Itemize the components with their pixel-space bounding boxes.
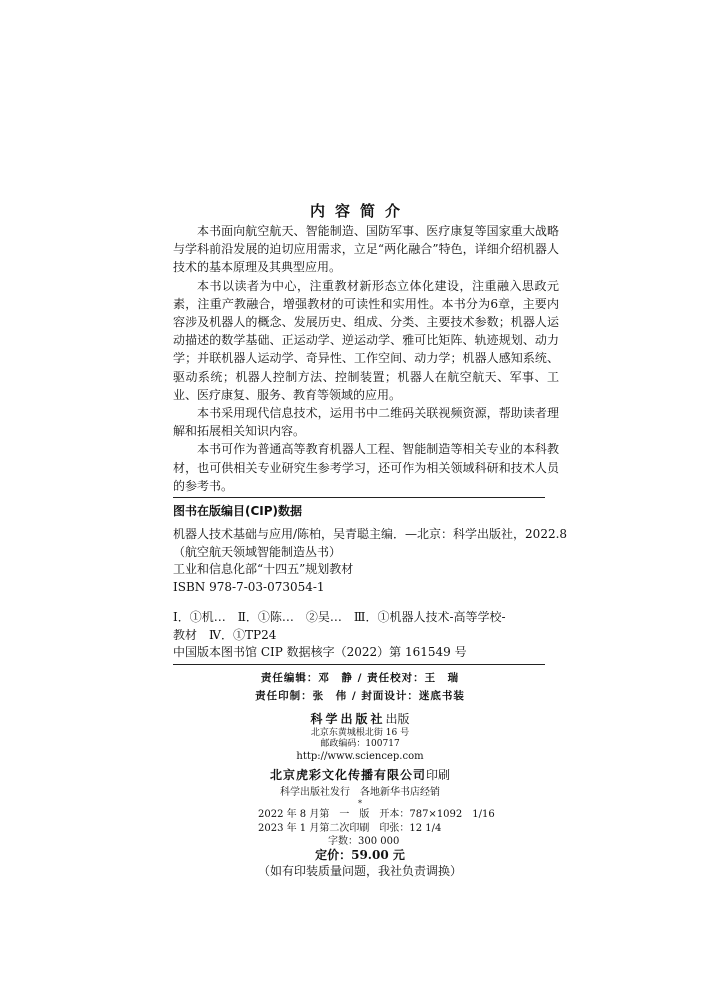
cip-header: 图书在版编目(CIP)数据 xyxy=(173,504,303,518)
publisher-suffix: 出版 xyxy=(385,712,410,726)
summary-paragraph: 本书可作为普通高等教育机器人工程、智能制造等相关专业的本科教材，也可供相关专业研究生参考学习，还可作为相关领域科研和技术人员的参考书。 xyxy=(173,442,559,493)
publisher-url: http://www.sciencep.com xyxy=(296,751,424,762)
cip-data-block xyxy=(173,526,568,644)
publisher-postcode: 邮政编码：100717 xyxy=(320,739,400,749)
summary-title: 内容简介 xyxy=(309,202,410,220)
printer-line xyxy=(0,766,720,785)
quality-note: （如有印装质量问题，我社负责调换） xyxy=(257,864,462,878)
cip-bottom-divider xyxy=(173,664,545,665)
price: 定价：59.00 元 xyxy=(315,848,405,862)
summary-section xyxy=(173,222,559,495)
cip-isbn: ISBN 978-7-03-073054-1 xyxy=(173,579,325,594)
cip-spacer xyxy=(173,596,559,609)
word-count: 字数：300 000 xyxy=(328,836,400,847)
cip-plan-line: 工业和信息化部“十四五”规划教材 xyxy=(173,562,354,576)
separator-star: * xyxy=(358,799,362,808)
edition-specs xyxy=(258,808,495,849)
cip-number: 中国版本图书馆 CIP 数据核字（2022）第 161549 号 xyxy=(173,645,467,659)
publisher-name: 科学出版社 xyxy=(310,712,386,726)
cip-title-line: 机器人技术基础与应用/陈柏，吴青聪主编．—北京：科学出版社，2022.8 xyxy=(173,527,568,541)
production-credits: 责任印制：张 伟 / 封面设计：迷底书装 xyxy=(255,690,465,702)
printer-suffix: 印刷 xyxy=(426,768,451,782)
printing-line: 2023 年 1 月第二次印刷 印张：12 1/4 xyxy=(258,822,442,834)
cip-classification-line: 教材 Ⅳ．①TP24 xyxy=(173,627,277,642)
summary-paragraph: 本书面向航空航天、智能制造、国防军事、医疗康复等国家重大战略与学科前沿发展的迫切应用需求，立足“两化融合”特色，详细介绍机器人技术的基本原理及其典型应用。 xyxy=(173,224,559,275)
printer-name: 北京虎彩文化传播有限公司 xyxy=(269,768,426,782)
distribution-line: 科学出版社发行 各地新华书店经销 xyxy=(280,787,440,798)
cip-classification-line: Ⅰ．①机… Ⅱ．①陈… ②吴… Ⅲ．①机器人技术-高等学校- xyxy=(173,610,506,624)
cip-top-divider xyxy=(173,497,545,498)
publisher-address: 北京东黄城根北街 16 号 xyxy=(310,728,410,738)
edition-line: 2022 年 8 月第 一 版 开本：787×1092 1/16 xyxy=(258,809,495,820)
cip-series-line: （航空航天领域智能制造丛书） xyxy=(173,544,342,559)
summary-paragraph: 本书采用现代信息技术，运用书中二维码关联视频资源，帮助读者理解和拓展相关知识内容。 xyxy=(173,406,559,439)
summary-paragraph: 本书以读者为中心，注重教材新形态立体化建设，注重融入思政元素，注重产教融合，增强教材的可读性和实用性。本书分为6章，主要内容涉及机器人的概念、发展历史、组成、分类、主要技术参数；机器人运动描述的数学基础、正运动学、逆运动学、雅可比矩阵、轨迹规划、动力学；并联机器人运动学、奇异性、工作空间、动力学；机器人感知系统、驱动系统；机器人控制方法、控制装置；机器人在航空航天、军事、工业、医疗康复、服务、教育等领域的应用。 xyxy=(173,278,559,402)
imprint-block xyxy=(0,710,720,808)
publisher-line xyxy=(0,710,720,728)
editor-credits: 责任编辑：邓 静 / 责任校对：王 瑞 xyxy=(260,672,460,684)
